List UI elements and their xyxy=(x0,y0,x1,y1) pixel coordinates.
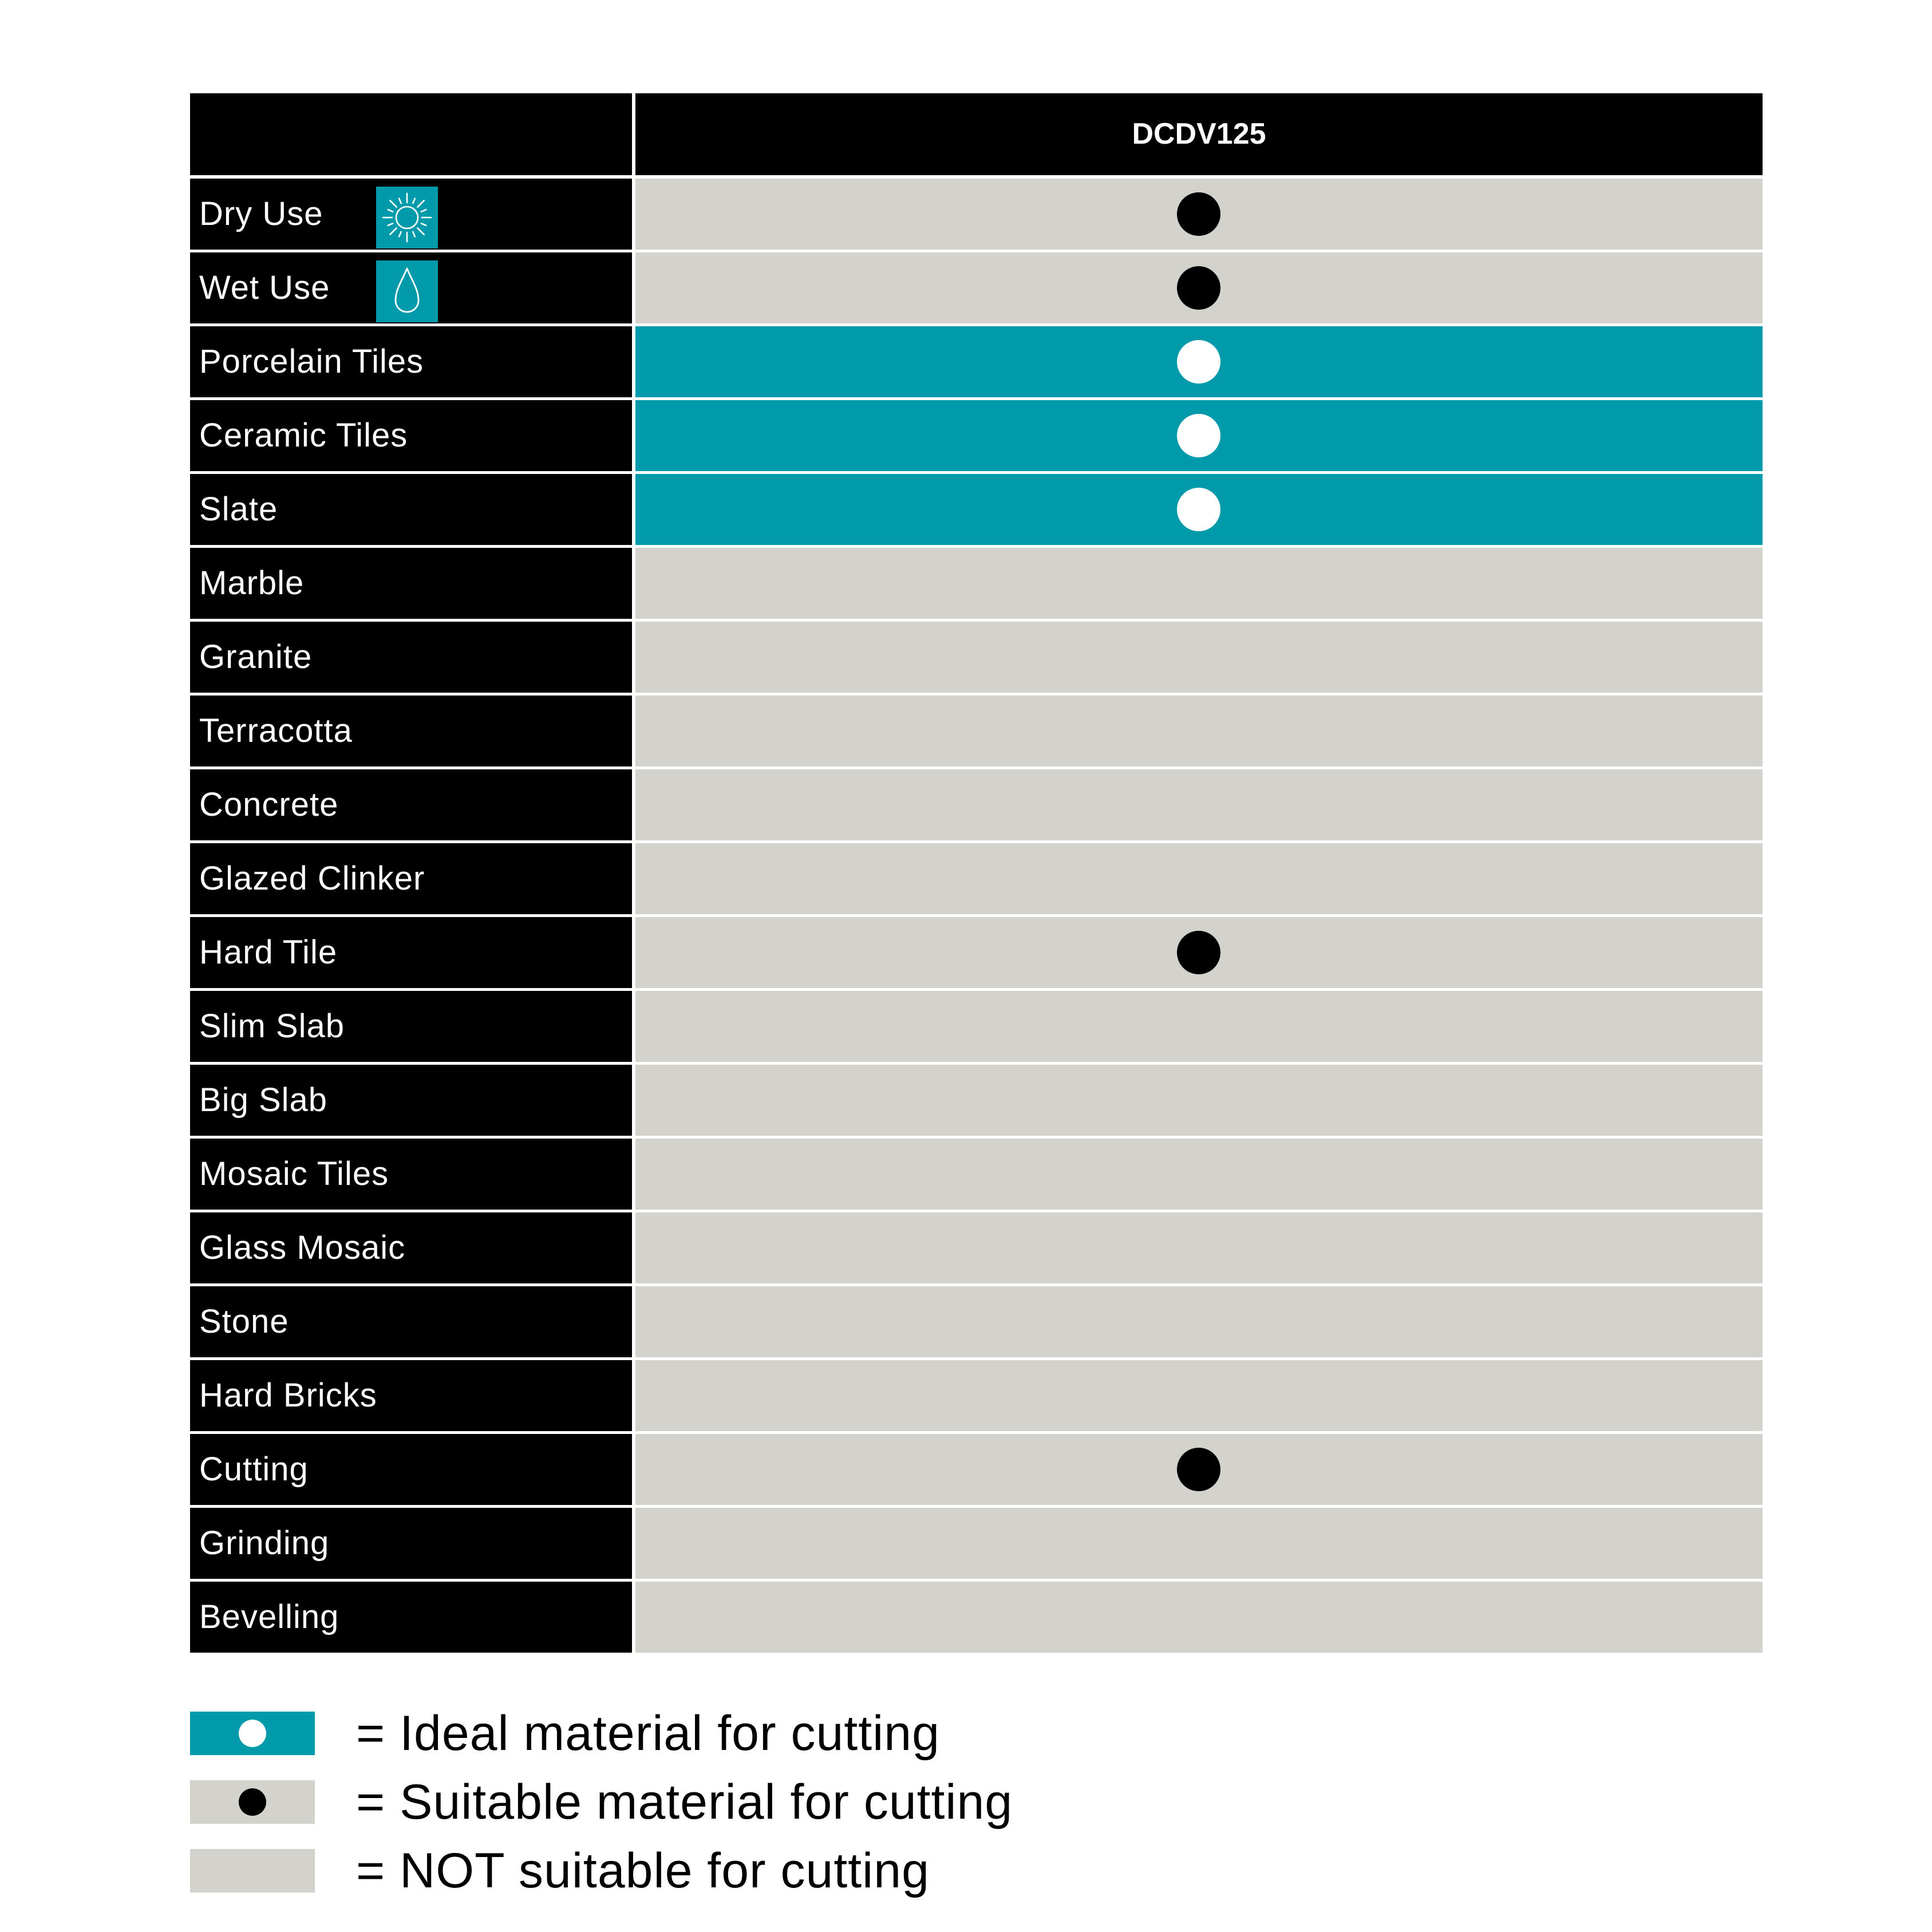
row-label-cutting: Cutting xyxy=(199,1451,309,1488)
table-row xyxy=(190,1212,1763,1283)
table-row xyxy=(190,1508,1763,1579)
legend-text: = Ideal material for cutting xyxy=(356,1706,940,1761)
legend-text: = Suitable material for cutting xyxy=(356,1775,1013,1830)
row-label-concrete: Concrete xyxy=(199,786,339,823)
row-label-cell xyxy=(190,1434,632,1505)
table-row xyxy=(190,1434,1763,1505)
table-row xyxy=(190,548,1763,619)
row-label-cell xyxy=(190,1582,632,1653)
ideal-dot xyxy=(239,1720,266,1747)
row-value-cell xyxy=(635,622,1763,693)
row-label-stone: Stone xyxy=(199,1303,289,1340)
row-label-cell xyxy=(190,179,632,250)
row-value-cell xyxy=(635,1212,1763,1283)
row-label-cell xyxy=(190,1508,632,1579)
row-value-cell xyxy=(635,1434,1763,1505)
row-label-slate: Slate xyxy=(199,491,278,528)
row-label-grinding: Grinding xyxy=(199,1524,330,1562)
row-label-hard-bricks: Hard Bricks xyxy=(199,1377,377,1414)
row-value-cell xyxy=(635,1065,1763,1136)
row-label-cell xyxy=(190,474,632,545)
row-label-dry-use: Dry Use xyxy=(199,195,323,232)
row-label-cell xyxy=(190,1212,632,1283)
row-label-marble: Marble xyxy=(199,564,305,602)
suitable-dot xyxy=(239,1788,266,1816)
row-value-cell xyxy=(635,179,1763,250)
row-label-cell xyxy=(190,326,632,397)
row-label-glass-mosaic: Glass Mosaic xyxy=(199,1229,406,1266)
legend-swatch-none xyxy=(190,1849,315,1893)
row-label-cell xyxy=(190,252,632,323)
table-header-row xyxy=(190,93,1763,175)
ideal-dot xyxy=(1177,414,1220,457)
row-label-cell xyxy=(190,1065,632,1136)
row-value-cell xyxy=(635,1139,1763,1210)
ideal-dot xyxy=(1177,488,1220,531)
ideal-dot xyxy=(1177,340,1220,384)
row-label-cell xyxy=(190,622,632,693)
row-label-cell xyxy=(190,991,632,1062)
row-label-cell xyxy=(190,843,632,914)
water-drop-icon xyxy=(376,260,438,322)
material-rows xyxy=(190,179,1763,1653)
legend-swatch-ideal xyxy=(190,1712,315,1755)
table-row xyxy=(190,252,1763,323)
suitable-dot xyxy=(1177,931,1220,974)
table-row xyxy=(190,400,1763,471)
row-value-cell xyxy=(635,252,1763,323)
table-row xyxy=(190,1582,1763,1653)
suitable-dot xyxy=(1177,266,1220,310)
row-label-granite: Granite xyxy=(199,638,313,675)
row-label-wet-use: Wet Use xyxy=(199,269,330,306)
legend-text: = NOT suitable for cutting xyxy=(356,1843,930,1898)
table-row xyxy=(190,622,1763,693)
row-value-cell xyxy=(635,474,1763,545)
product-header: DCDV125 xyxy=(635,93,1763,175)
row-label-cell xyxy=(190,1286,632,1357)
row-value-cell xyxy=(635,917,1763,988)
row-value-cell xyxy=(635,769,1763,840)
row-label-big-slab: Big Slab xyxy=(199,1081,328,1119)
table-row xyxy=(190,843,1763,914)
row-value-cell xyxy=(635,843,1763,914)
row-value-cell xyxy=(635,548,1763,619)
table-row xyxy=(190,474,1763,545)
table-row xyxy=(190,1139,1763,1210)
row-label-slim-slab: Slim Slab xyxy=(199,1008,345,1045)
table-row xyxy=(190,1286,1763,1357)
table-row xyxy=(190,1360,1763,1431)
row-value-cell xyxy=(635,400,1763,471)
row-label-glazed-clinker: Glazed Clinker xyxy=(199,860,425,897)
row-label-ceramic-tiles: Ceramic Tiles xyxy=(199,417,408,454)
row-value-cell xyxy=(635,1508,1763,1579)
row-label-bevelling: Bevelling xyxy=(199,1598,339,1635)
row-value-cell xyxy=(635,1360,1763,1431)
row-label-hard-tile: Hard Tile xyxy=(199,934,338,971)
row-label-cell xyxy=(190,696,632,767)
row-label-porcelain-tiles: Porcelain Tiles xyxy=(199,343,424,380)
material-table xyxy=(190,93,1763,1656)
row-label-terracotta: Terracotta xyxy=(199,712,353,749)
row-value-cell xyxy=(635,1582,1763,1653)
row-value-cell xyxy=(635,326,1763,397)
table-row xyxy=(190,769,1763,840)
header-blank-cell xyxy=(190,93,632,175)
suitable-dot xyxy=(1177,1448,1220,1491)
row-label-cell xyxy=(190,769,632,840)
table-row xyxy=(190,991,1763,1062)
row-label-mosaic-tiles: Mosaic Tiles xyxy=(199,1155,389,1192)
legend-swatch-suitable xyxy=(190,1780,315,1824)
row-value-cell xyxy=(635,1286,1763,1357)
row-label-cell xyxy=(190,917,632,988)
suitable-dot xyxy=(1177,192,1220,236)
table-row xyxy=(190,326,1763,397)
row-value-cell xyxy=(635,696,1763,767)
sun-icon xyxy=(376,187,438,248)
table-row xyxy=(190,179,1763,250)
row-label-cell xyxy=(190,1360,632,1431)
table-row xyxy=(190,1065,1763,1136)
table-row xyxy=(190,696,1763,767)
row-label-cell xyxy=(190,548,632,619)
row-label-cell xyxy=(190,400,632,471)
row-label-cell xyxy=(190,1139,632,1210)
row-value-cell xyxy=(635,991,1763,1062)
table-row xyxy=(190,917,1763,988)
